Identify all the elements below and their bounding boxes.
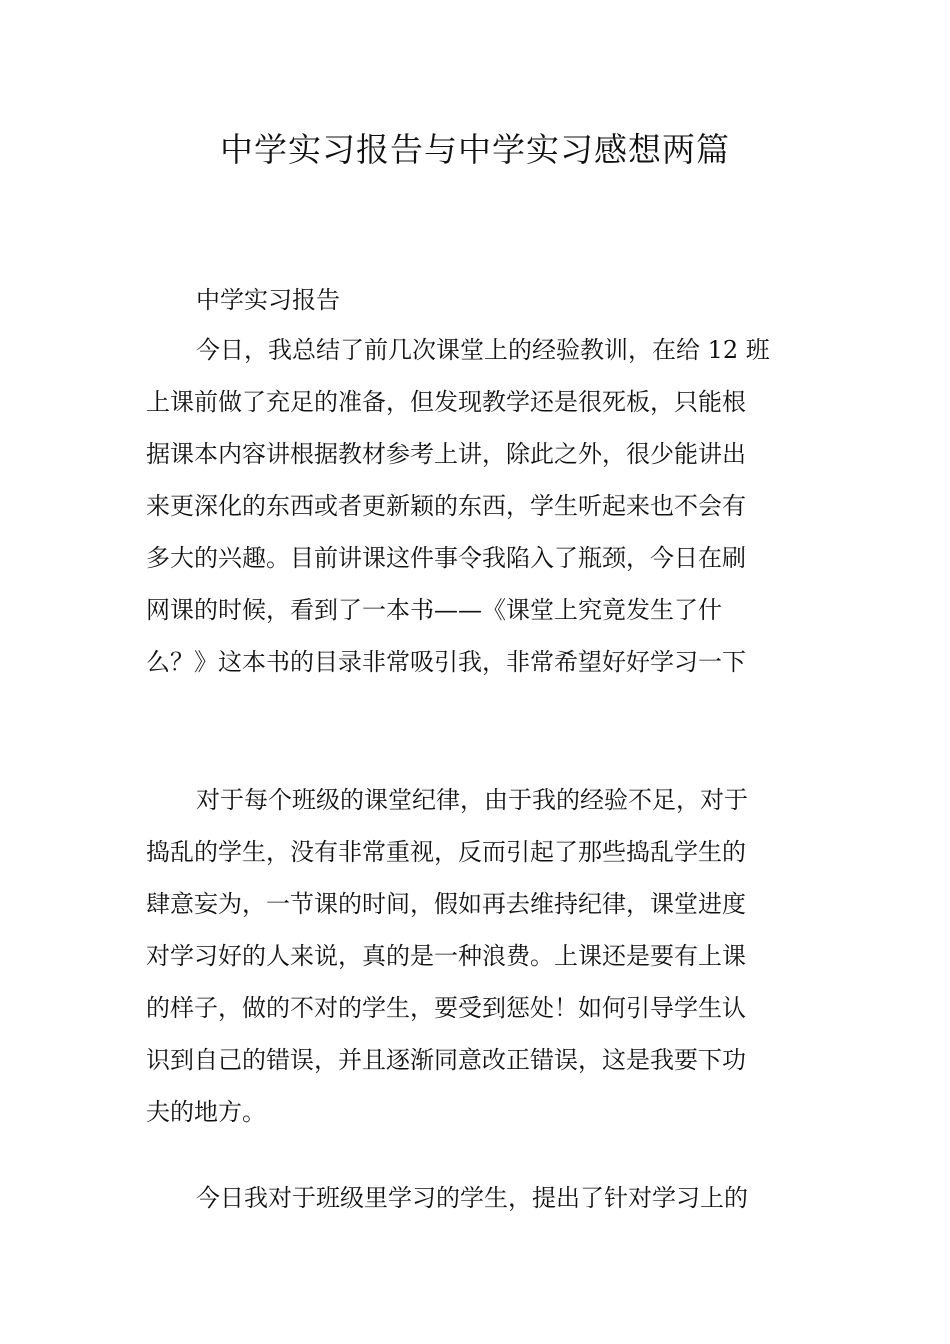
paragraph-line: 么？》这本书的目录非常吸引我，非常希望好好学习一下 <box>146 648 746 676</box>
paragraph-line: 来更深化的东西或者更新颖的东西，学生听起来也不会有 <box>146 492 746 520</box>
paragraph-3 <box>146 1172 806 1224</box>
paragraph-line: 今日，我总结了前几次课堂上的经验教训，在给 12 班 <box>196 336 770 364</box>
paragraph-line: 的样子，做的不对的学生，要受到惩处！如何引导学生认 <box>146 994 746 1022</box>
paragraph-line: 识到自己的错误，并且逐渐同意改正错误，这是我要下功 <box>146 1046 746 1074</box>
paragraph-1 <box>146 324 806 688</box>
paragraph-line: 对学习好的人来说，真的是一种浪费。上课还是要有上课 <box>146 942 746 970</box>
paragraph-line: 网课的时候，看到了一本书——《课堂上究竟发生了什 <box>146 596 722 624</box>
section-heading: 中学实习报告 <box>196 286 340 314</box>
paragraph-line: 肆意妄为，一节课的时间，假如再去维持纪律，课堂进度 <box>146 890 746 918</box>
paragraph-line: 上课前做了充足的准备，但发现教学还是很死板，只能根 <box>146 388 746 416</box>
document-title: 中学实习报告与中学实习感想两篇 <box>220 130 730 169</box>
paragraph-line: 对于每个班级的课堂纪律，由于我的经验不足，对于 <box>196 786 748 814</box>
paragraph-line: 夫的地方。 <box>146 1098 266 1126</box>
paragraph-line: 捣乱的学生，没有非常重视，反而引起了那些捣乱学生的 <box>146 838 746 866</box>
paragraph-line: 多大的兴趣。目前讲课这件事令我陷入了瓶颈，今日在刷 <box>146 544 746 572</box>
paragraph-line: 今日我对于班级里学习的学生，提出了针对学习上的 <box>196 1184 748 1212</box>
paragraph-line: 据课本内容讲根据教材参考上讲，除此之外，很少能讲出 <box>146 440 746 468</box>
paragraph-2 <box>146 774 806 1138</box>
